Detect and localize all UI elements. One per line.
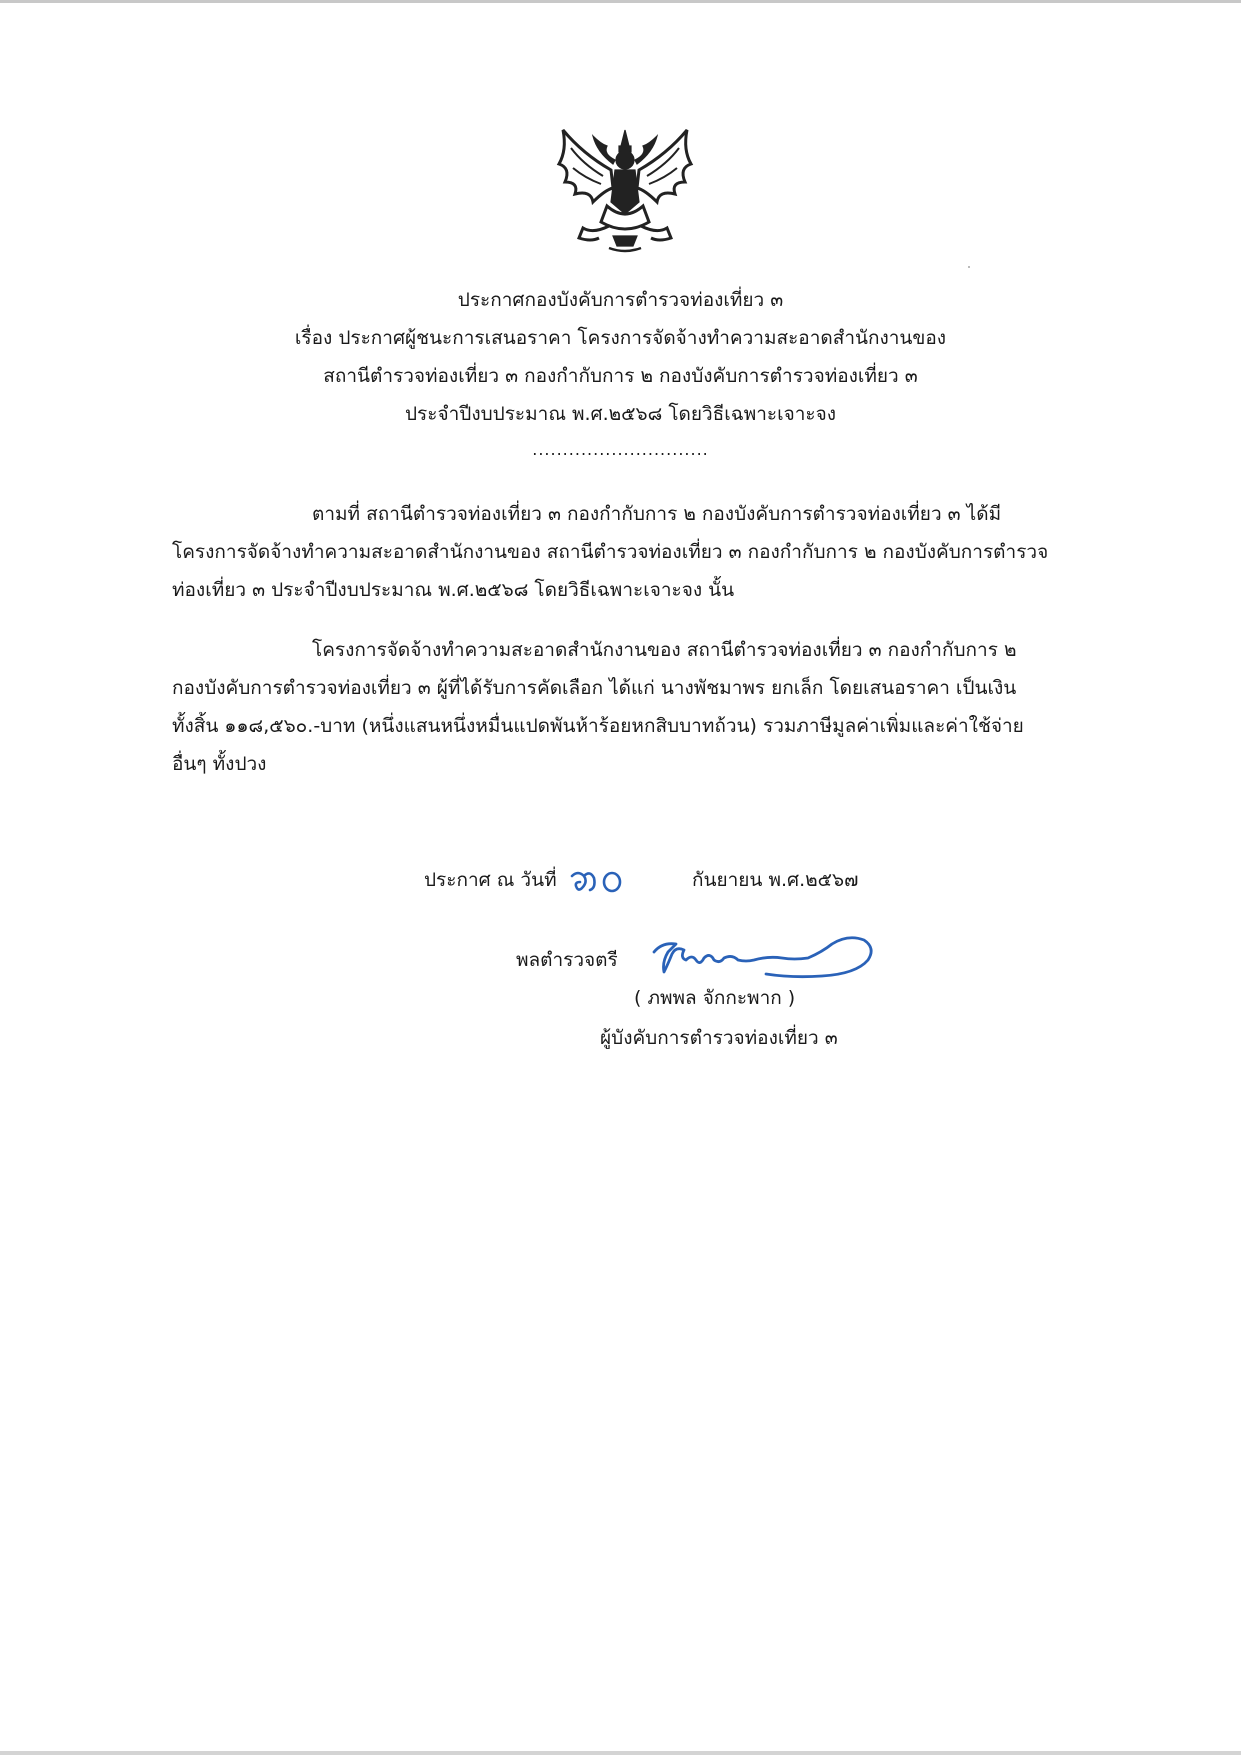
paragraph-1-line-2: โครงการจัดจ้างทำความสะอาดสำนักงานของ สถานีตำรวจท่องเที่ยว ๓ กองกำกับการ ๒ กองบังคับการตำรวจ [172, 541, 1049, 563]
handwritten-day [568, 868, 632, 896]
paragraph-2-line-2: กองบังคับการตำรวจท่องเที่ยว ๓ ผู้ที่ได้รับการคัดเลือก ได้แก่ นางพัชมาพร ยกเล็ก โดยเสนอราคา เป็นเงิน [172, 677, 1017, 699]
paragraph-1-line-3: ท่องเที่ยว ๓ ประจำปีงบประมาณ พ.ศ.๒๕๖๘ โดยวิธีเฉพาะเจาะจง นั้น [172, 579, 735, 601]
paragraph-2-line-1: โครงการจัดจ้างทำความสะอาดสำนักงานของ สถานีตำรวจท่องเที่ยว ๓ กองกำกับการ ๒ [312, 639, 1017, 661]
heading-line-2: เรื่อง ประกาศผู้ชนะการเสนอราคา โครงการจัดจ้างทำความสะอาดสำนักงานของ [294, 327, 947, 349]
garuda-emblem-icon [553, 124, 697, 256]
handwritten-signature [642, 930, 878, 984]
scan-edge-top [0, 0, 1241, 3]
heading-line-1: ประกาศกองบังคับการตำรวจท่องเที่ยว ๓ [457, 289, 784, 311]
signatory-rank: พลตำรวจตรี [516, 949, 618, 971]
signatory-name: ( ภพพล จักกะพาก ) [634, 987, 796, 1009]
announcement-date-prefix: ประกาศ ณ วันที่ [424, 869, 557, 891]
announcement-month-year: กันยายน พ.ศ.๒๕๖๗ [692, 869, 859, 891]
heading-line-4: ประจำปีงบประมาณ พ.ศ.๒๕๖๘ โดยวิธีเฉพาะเจาะจง [404, 403, 837, 425]
scan-edge-bottom [0, 1751, 1241, 1755]
signatory-position: ผู้บังคับการตำรวจท่องเที่ยว ๓ [600, 1027, 838, 1049]
paragraph-2-line-4: อื่นๆ ทั้งปวง [172, 753, 267, 775]
scan-speck [968, 266, 970, 268]
heading-separator: ............................. [532, 440, 709, 459]
paragraph-2-line-3: ทั้งสิ้น ๑๑๘,๕๖๐.-บาท (หนึ่งแสนหนึ่งหมื่นแปดพันห้าร้อยหกสิบบาทถ้วน) รวมภาษีมูลค่าเพิ่มและค่าใช้จ่าย [172, 715, 1024, 737]
heading-line-3: สถานีตำรวจท่องเที่ยว ๓ กองกำกับการ ๒ กองบังคับการตำรวจท่องเที่ยว ๓ [323, 365, 918, 387]
paragraph-1-line-1: ตามที่ สถานีตำรวจท่องเที่ยว ๓ กองกำกับการ ๒ กองบังคับการตำรวจท่องเที่ยว ๓ ได้มี [312, 503, 1002, 525]
